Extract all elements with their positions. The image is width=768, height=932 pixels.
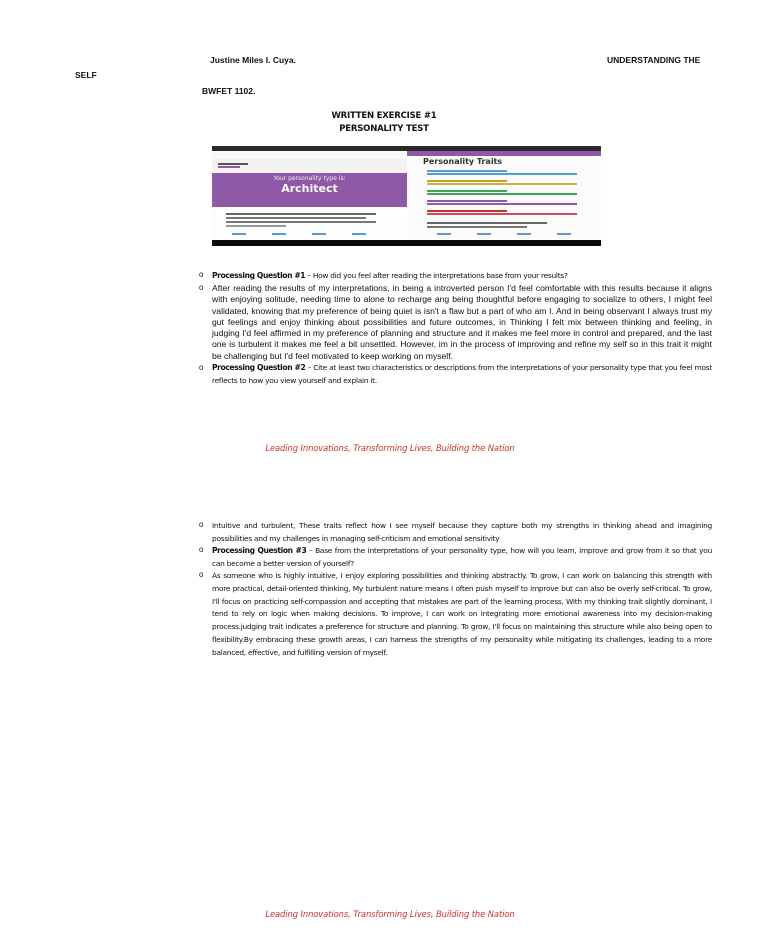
question-text: – How did you feel after reading the interpretations base from your results? [305, 271, 568, 280]
answer-2: Intuitive and turbulent, These traits reflect how I see myself because they capture both my strengths in thinking ahead and imagining possibilities and my challenges in managing self-criticism and emotional sensitivity [212, 521, 712, 543]
bullet-marker: o [199, 520, 204, 529]
processing-question-2 [212, 362, 712, 388]
processing-question-3 [212, 545, 712, 571]
question-label: Processing Question #2 [212, 363, 306, 372]
author-name: Justine Miles I. Cuya. [210, 55, 296, 65]
answer-3: As someone who is highly intuitive, I enjoy exploring possibilities and thinking abstractly. To grow, I can work on balancing this strength with more practical, detail-oriented thinking, My turbulent nature means I often push myself to improve but can also be overly self-critical. To grow, I'll focus on practicing self-compassion and accepting that mistakes are part of the learning process, With my thinking trait slightly dominant, I tend to rely on logic when making decisions. To improve, I can work on integrating more emotional awareness into my decision-making process.judging trait indicates a preference for structure and planning. To grow, I'll focus on maintaining this structure while also being open to flexibility.By embracing these growth areas, I can harness the strengths of my personality while mitigating its challenges, leading to a more balanced, effective, and fulfilling version of myself. [212, 571, 712, 657]
exercise-title: WRITTEN EXERCISE #1 [331, 111, 437, 121]
page-footer-slogan: Leading Innovations, Transforming Lives, Building the Nation [265, 443, 515, 453]
personality-result-screenshot [212, 146, 407, 246]
question-text: – Base from the interpretations of your personality type, how will you learn, improve and grow from it so that you can become a better version of yourself? [212, 546, 713, 568]
result-type: Architect [281, 182, 338, 195]
result-heading: Your personality type is: [273, 175, 346, 182]
personality-traits-screenshot [407, 146, 601, 246]
section-code: BWFET 1102. [202, 86, 256, 96]
processing-question-1 [212, 270, 712, 283]
exercise-subtitle: PERSONALITY TEST [339, 124, 429, 134]
course-title-left: SELF [75, 70, 97, 80]
bullet-marker: o [199, 283, 204, 292]
bullet-marker: o [199, 570, 204, 579]
question-text: – Cite at least two characteristics or descriptions from the interpretations of your personality type that you feel most reflects to how you view yourself and explain it. [212, 363, 712, 385]
bullet-marker: o [199, 270, 204, 279]
page-footer-slogan: Leading Innovations, Transforming Lives, Building the Nation [265, 909, 515, 919]
bullet-marker: o [199, 545, 204, 554]
answer-1: After reading the results of my interpretations, in being a introverted person I'd feel comfortable with this results because it aligns with enjoying solitude, needing time to alone to recharge ang being thoughtful before engaging to socialize to others, I might feel validated, knowing that my preference of being quiet is isn't a flaw but a part of who am I. And in being observant I always trust my gut feelings and enjoy thinking about possibilities and future outcomes, in Thinking I felt mix between thinking and feeling, in judging I'd feel affirmed in my preference of planning and structure and it makes me feel more in control and prepared, and the last one is turbulent it makes me feel a bit unsettled. However, im in the process of improving and refine my self so in this trait it might be challenging but I'd feel motivated to keep working on myself. [212, 283, 712, 361]
bullet-marker: o [199, 363, 204, 372]
traits-heading: Personality Traits [423, 157, 503, 166]
course-title-right: UNDERSTANDING THE [607, 55, 701, 65]
question-label: Processing Question #3 [212, 546, 307, 555]
question-label: Processing Question #1 [212, 271, 306, 280]
